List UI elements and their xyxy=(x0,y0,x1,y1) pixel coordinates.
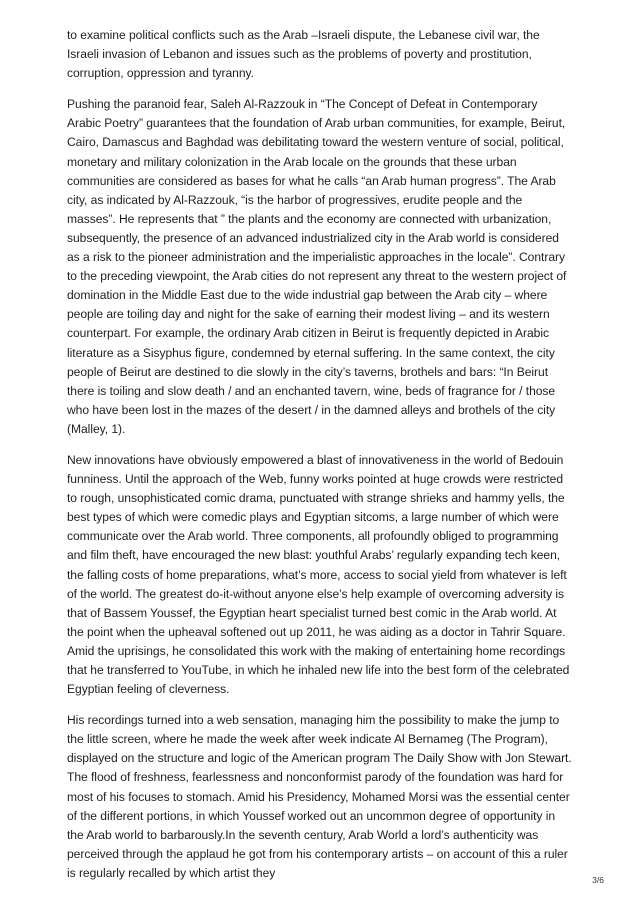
page-number: 3/6 xyxy=(592,875,604,885)
paragraph-4: His recordings turned into a web sensation, managing him the possibility to make the jump to the little screen, where he made the week after week indicate Al Bernameg (The Program), displayed on the structure and logic of the American program The Daily Show with Jon Stewart. The flood of freshness, fearlessness and nonconformist parody of the foundation was hard for most of his focuses to stomach. Amid his Presidency, Mohamed Morsi was the essential center of the different portions, in which Youssef worked out an uncommon degree of opportunity in the Arab world to barbarously.In the seventh century, Arab World a lord’s authenticity was perceived through the applaud he got from his contemporary artists – on account of this a ruler is regularly recalled by which artist they xyxy=(67,713,572,880)
paragraph-2: Pushing the paranoid fear, Saleh Al-Razzouk in “The Concept of Defeat in Contemporary Arabic Poetry” guarantees that the foundation of Arab urban communities, for example, Beirut, Cairo, Damascus and Baghdad was debilitating toward the western venture of social, political, monetary and military colonization in the Arab locale on the grounds that these urban communities are considered as bases for what he calls “an Arab human progress”. The Arab city, as indicated by Al-Razzouk, “is the harbor of progressives, erudite people and the masses”. He represents that ” the plants and the economy are connected with urbanization, subsequently, the presence of an advanced industrialized city in the Arab world is considered as a risk to the pioneer administration and the imperialistic approaches in the locale”. Contrary to the preceding viewpoint, the Arab cities do not represent any threat to the western project of domination in the Middle East due to the wide industrial gap between the Arab city – where people are toiling day and night for the sake of earning their modest living – and its western counterpart. For example, the ordinary Arab citizen in Beirut is frequently depicted in Arabic literature as a Sisyphus figure, condemned by eternal suffering. In the same context, the city people of Beirut are destined to die slowly in the city’s taverns, brothels and bars: “In Beirut there is toiling and slow death / and an enchanted tavern, wine, beds of fragrance for / those who have been lost in the mazes of the desert / in the damned alleys and brothels of the city (Malley, 1). xyxy=(67,97,567,436)
paragraph-3: New innovations have obviously empowered a blast of innovativeness in the world of Bedouin funniness. Until the approach of the Web, funny works pointed at huge crowds were restricted to rough, unsophisticated comic drama, punctuated with strange shrieks and hammy yells, the best types of which were comedic plays and Egyptian sitcoms, a large number of which were communicate over the Arab world. Three components, all profoundly obliged to programming and film theft, have encouraged the new blast: youthful Arabs’ regularly expanding tech keen, the falling costs of home preparations, what’s more, access to social yield from whatever is left of the world. The greatest do-it-without anyone else’s help example of overcoming adversity is that of Bassem Youssef, the Egyptian heart specialist turned best comic in the Arab world. At the point when the upheaval softened out up 2011, he was aiding as a doctor in Tahrir Square. Amid the uprisings, he consolidated this work with the making of entertaining home recordings that he transferred to YouTube, in which he inhaled new life into the best form of the celebrated Egyptian feeling of cleverness. xyxy=(67,452,570,697)
paragraph-1: to examine political conflicts such as the Arab –Israeli dispute, the Lebanese civil war, the Israeli invasion of Lebanon and issues such as the problems of poverty and prostitution, corruption, oppression and tyranny. xyxy=(67,28,540,81)
document-body xyxy=(67,26,573,895)
